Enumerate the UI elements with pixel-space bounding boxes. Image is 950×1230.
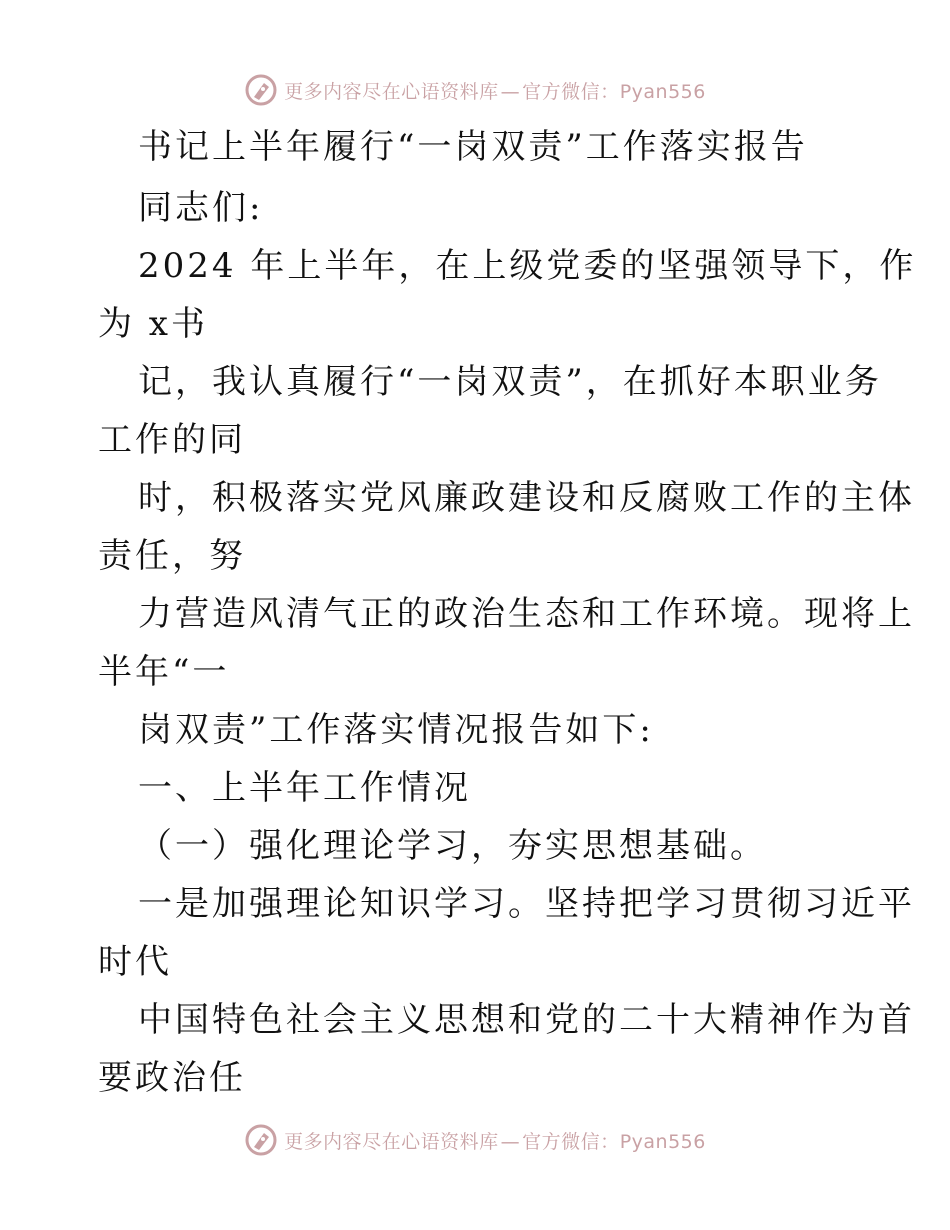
- paragraph-line: 力营造风清气正的政治生态和工作环境。现将上: [138, 594, 915, 634]
- paragraph-line: 责任，努: [98, 536, 246, 576]
- paragraph-line: 岗双责”工作落实情况报告如下:: [138, 710, 654, 750]
- paragraph-line: 一是加强理论知识学习。坚持把学习贯彻习近平: [138, 884, 915, 924]
- paragraph-line: 工作的同: [98, 420, 246, 460]
- salutation: 同志们:: [138, 188, 264, 228]
- paragraph-line: 记，我认真履行“一岗双责”，在抓好本职业务: [138, 362, 882, 402]
- paragraph-line: 要政治任: [98, 1058, 246, 1098]
- paragraph-line: 时，积极落实党风廉政建设和反腐败工作的主体: [138, 478, 915, 518]
- paragraph-line: 半年“一: [98, 652, 230, 692]
- paragraph-line: 2024 年上半年，在上级党委的坚强领导下，作: [138, 246, 917, 286]
- subsection-heading: （一）强化理论学习，夯实思想基础。: [138, 826, 767, 866]
- document-title: 书记上半年履行“一岗双责”工作落实报告: [138, 127, 808, 167]
- paragraph-line: 为 x书: [98, 304, 208, 344]
- paragraph-line: 中国特色社会主义思想和党的二十大精神作为首: [138, 1000, 915, 1040]
- watermark-text: 更多内容尽在心语资料库 — 官方微信：Pyan556: [284, 80, 706, 103]
- section-heading: 一、上半年工作情况: [138, 768, 471, 808]
- pen-nib-logo-icon: [244, 1123, 278, 1157]
- footer-watermark: [0, 1120, 950, 1160]
- watermark-text: 更多内容尽在心语资料库 — 官方微信：Pyan556: [284, 1130, 706, 1153]
- paragraph-line: 时代: [98, 942, 172, 982]
